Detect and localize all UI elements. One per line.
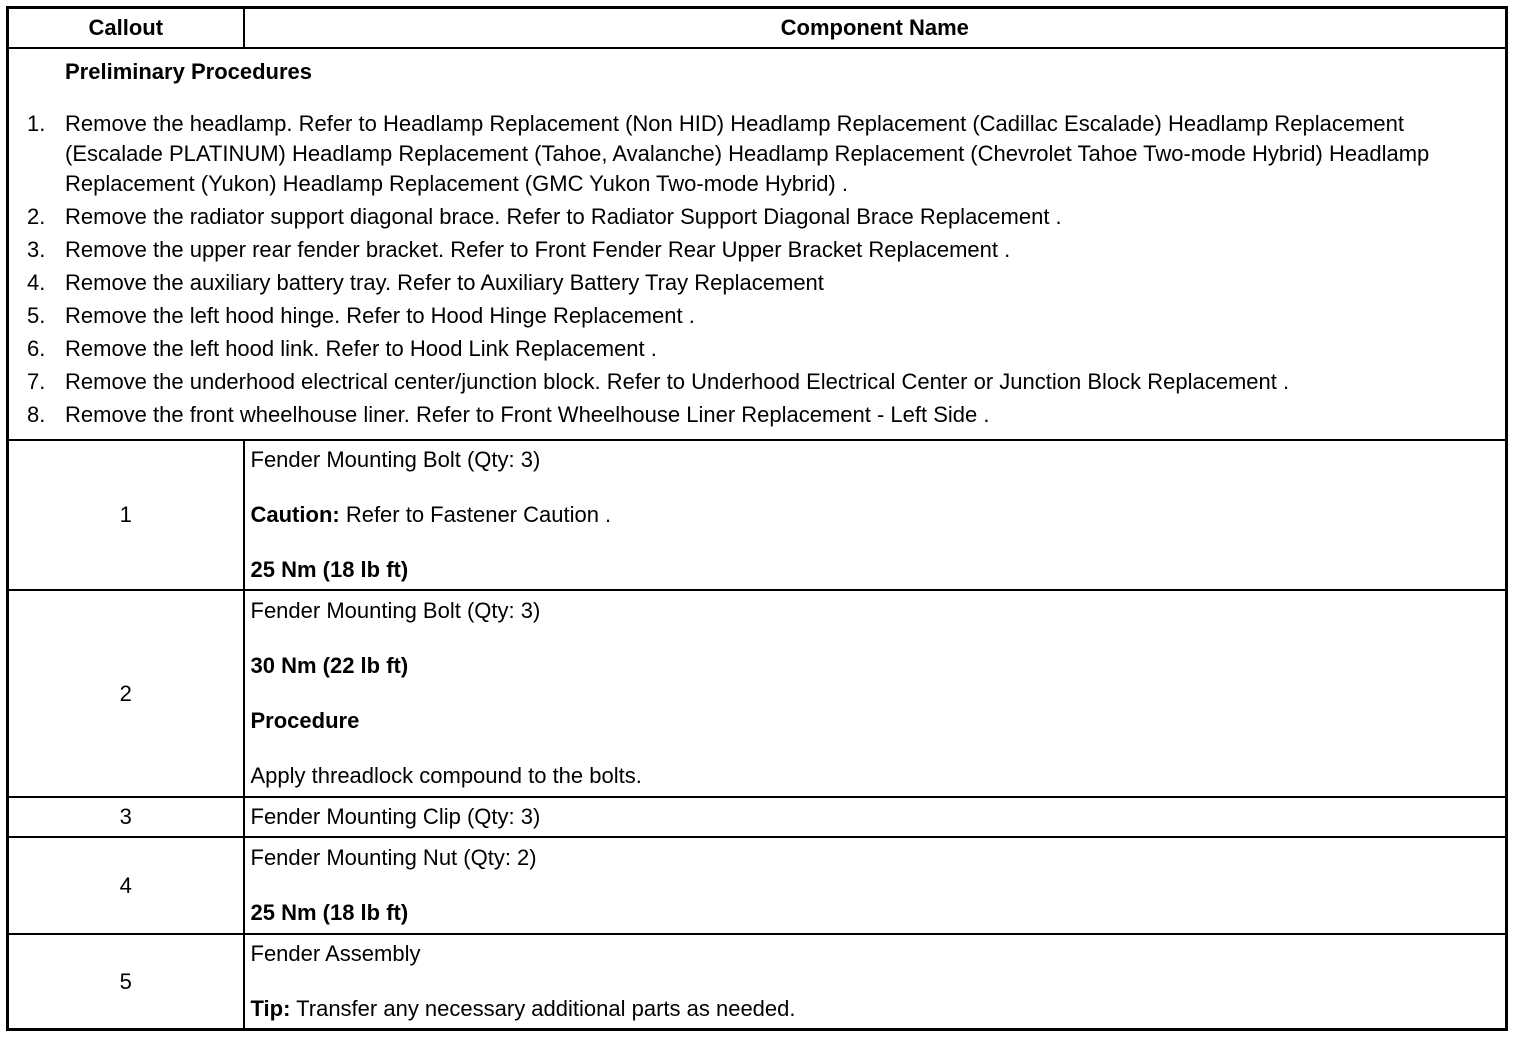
preliminary-title: Preliminary Procedures xyxy=(65,59,313,84)
torque-spec: 25 Nm (18 lb ft) xyxy=(250,900,409,925)
header-row xyxy=(8,8,1507,49)
tip-note xyxy=(251,994,1500,1024)
caution-text: Refer to Fastener Caution . xyxy=(339,502,612,527)
step-item xyxy=(27,367,1495,397)
step-text: Remove the radiator support diagonal brace. Refer to Radiator Support Diagonal Brace Replacement . xyxy=(65,204,1062,229)
step-text: Remove the underhood electrical center/junction block. Refer to Underhood Electrical Center or Junction Block Replacement . xyxy=(65,369,1290,394)
step-text: Remove the front wheelhouse liner. Refer to Front Wheelhouse Liner Replacement - Left Side . xyxy=(65,402,990,427)
preliminary-row xyxy=(8,48,1507,440)
component-cell xyxy=(244,934,1507,1030)
procedure-text: Apply threadlock compound to the bolts. xyxy=(250,763,642,788)
step-item xyxy=(27,235,1495,265)
table-row xyxy=(8,934,1507,1030)
component-cell xyxy=(244,590,1507,797)
step-number: 6. xyxy=(27,336,46,361)
step-text: Remove the left hood link. Refer to Hood Link Replacement . xyxy=(65,336,657,361)
caution-note xyxy=(251,500,1500,530)
component-name: Fender Mounting Nut (Qty: 2) xyxy=(250,845,537,870)
component-name: Fender Mounting Bolt (Qty: 3) xyxy=(250,447,541,472)
step-text: Remove the left hood hinge. Refer to Hood Hinge Replacement . xyxy=(65,303,695,328)
step-item xyxy=(27,109,1495,199)
component-name: Fender Assembly xyxy=(250,941,421,966)
callout-header: Callout xyxy=(8,8,244,49)
tip-label: Tip: xyxy=(250,996,291,1021)
component-cell xyxy=(244,440,1507,590)
callout-number: 4 xyxy=(8,837,244,934)
step-number: 4. xyxy=(27,270,46,295)
step-text: Remove the upper rear fender bracket. Refer to Front Fender Rear Upper Bracket Replacement . xyxy=(65,237,1011,262)
step-text: Remove the headlamp. Refer to Headlamp Replacement (Non HID) Headlamp Replacement (Cadillac Escalade) Headlamp Replacement (Escalade PLATINUM) Headlamp Replacement (Tahoe, Avalanche) Headlamp Replacement (Chevrolet Tahoe Two-mode Hybrid) Headlamp Replacement (Yukon) Headlamp Replacement (GMC Yukon Two-mode Hybrid) . xyxy=(65,111,1430,196)
component-name-header: Component Name xyxy=(244,8,1507,49)
step-number: 7. xyxy=(27,369,46,394)
callout-number: 1 xyxy=(8,440,244,590)
tip-text: Transfer any necessary additional parts as needed. xyxy=(290,996,796,1021)
callout-number: 3 xyxy=(8,797,244,837)
step-item xyxy=(27,202,1495,232)
table-row xyxy=(8,590,1507,797)
callout-number: 5 xyxy=(8,934,244,1030)
component-cell xyxy=(244,797,1507,837)
step-item xyxy=(27,268,1495,298)
caution-label: Caution: xyxy=(250,502,340,527)
table-row xyxy=(8,837,1507,934)
step-number: 1. xyxy=(27,111,46,136)
callout-number: 2 xyxy=(8,590,244,797)
step-number: 2. xyxy=(27,204,46,229)
step-number: 8. xyxy=(27,402,46,427)
component-name: Fender Mounting Clip (Qty: 3) xyxy=(250,804,541,829)
torque-spec: 30 Nm (22 lb ft) xyxy=(250,653,409,678)
step-number: 3. xyxy=(27,237,46,262)
preliminary-steps xyxy=(27,109,1495,430)
component-name: Fender Mounting Bolt (Qty: 3) xyxy=(250,598,541,623)
step-text: Remove the auxiliary battery tray. Refer to Auxiliary Battery Tray Replacement xyxy=(65,270,824,295)
step-item xyxy=(27,400,1495,430)
step-item xyxy=(27,301,1495,331)
table-row xyxy=(8,797,1507,837)
step-number: 5. xyxy=(27,303,46,328)
component-cell xyxy=(244,837,1507,934)
procedure-label: Procedure xyxy=(250,708,360,733)
step-item xyxy=(27,334,1495,364)
preliminary-procedures xyxy=(8,48,1507,440)
torque-spec: 25 Nm (18 lb ft) xyxy=(250,557,409,582)
component-table xyxy=(6,6,1508,1031)
table-row xyxy=(8,440,1507,590)
